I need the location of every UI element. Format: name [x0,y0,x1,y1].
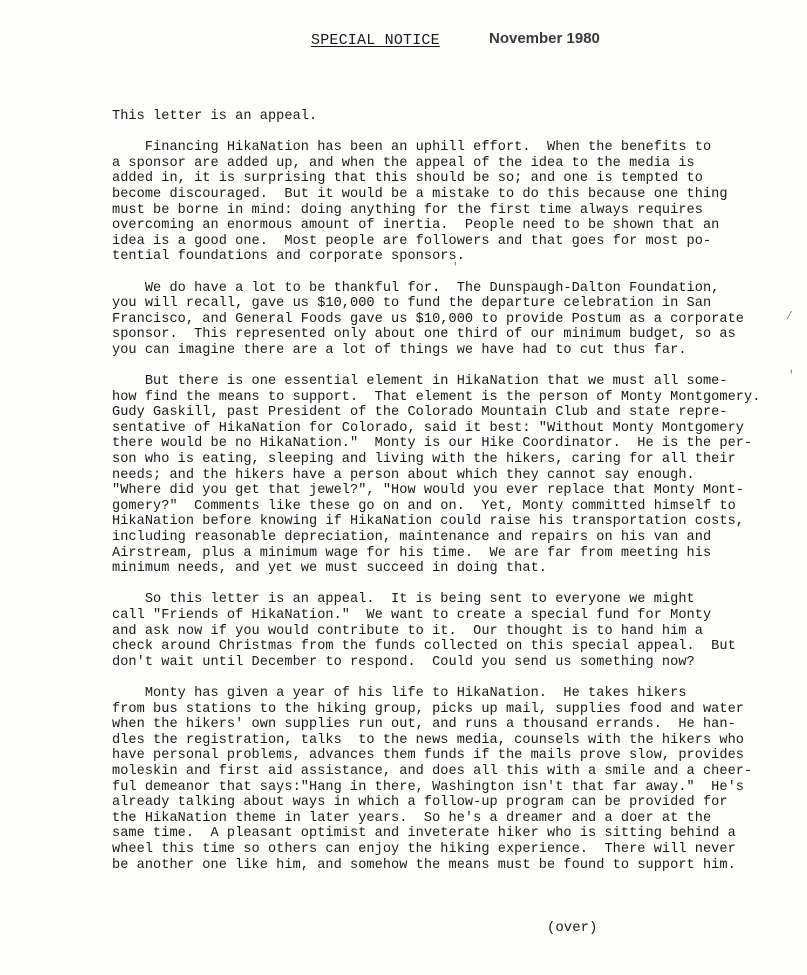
text-line: sentative of HikaNation for Colorado, said it best: "Without Monty Montgomery [112,420,744,436]
paragraph-gap [112,670,752,686]
margin-mark: ' [452,262,459,274]
text-line: call "Friends of HikaNation." We want to create a special fund for Monty [112,608,712,623]
text-line: check around Christmas from the funds collected on this special appeal. But [112,639,736,655]
text-line: minimum needs, and yet we must succeed in doing that. [112,561,548,577]
text-line: "Where did you get that jewel?", "How would you ever replace that Monty Mont- [112,483,744,499]
text-line: Gudy Gaskill, past President of the Colorado Mountain Club and state repre- [112,405,728,421]
text-line: already talking about ways in which a follow-up program can be provided for [112,795,728,811]
paragraph [112,592,752,670]
text-line: added in, it is surprising that this should be so; and one is tempted to [112,171,703,187]
text-line: idea is a good one. Most people are followers and that goes for most po- [112,233,712,249]
text-line: HikaNation before knowing if HikaNation could raise his transportation costs, [112,514,744,530]
text-line: you will recall, gave us $10,000 to fund the departure celebration in San [112,296,712,312]
paragraph [112,686,752,873]
paragraph-gap [112,265,752,281]
text-line: This letter is an appeal. [112,109,318,124]
paragraph-gap [112,125,752,141]
margin-mark: / [786,311,793,323]
text-line: same time. A pleasant optimist and inveterate hiker who is sitting behind a [112,826,736,842]
text-line: We do have a lot to be thankful for. The Dunspaugh-Dalton Foundation, [112,280,720,296]
paragraph-gap [112,359,752,375]
text-line: Monty has given a year of his life to HikaNation. He takes hikers [112,685,687,701]
text-line: how find the means to support. That element is the person of Monty Montgomery. [112,389,761,405]
notice-date: November 1980 [489,30,600,47]
text-line: sponsor. This represented only about one third of our minimum budget, so as [112,327,736,343]
paragraph [112,140,752,265]
text-line: must be borne in mind: doing anything for the first time always requires [112,202,703,218]
paragraph [112,374,761,577]
text-line: needs; and the hikers have a person about which they cannot say enough. [112,467,695,483]
special-notice-title: SPECIAL NOTICE [311,32,440,49]
text-line: a sponsor are added up, and when the appeal of the idea to the media is [112,155,695,171]
text-line: from bus stations to the hiking group, picks up mail, supplies food and water [112,701,744,717]
text-line: there would be no HikaNation." Monty is our Hike Coordinator. He is the per- [112,436,753,452]
letter-header [311,30,600,49]
text-line: you can imagine there are a lot of things we have had to cut thus far. [112,342,687,358]
text-line: son who is eating, sleeping and living with the hikers, caring for all their [112,452,736,468]
text-line: Francisco, and General Foods gave us $10,000 to provide Postum as a corporate [112,311,744,327]
text-line: when the hikers' own supplies run out, and runs a thousand errands. He han- [112,717,736,733]
text-line: including reasonable depreciation, maintenance and repairs on his van and [112,530,712,546]
text-line: gomery?" Comments like these go on and on. Yet, Monty committed himself to [112,498,736,514]
text-line: overcoming an enormous amount of inertia. People need to be shown that an [112,218,720,234]
text-line: Financing HikaNation has been an uphill effort. When the benefits to [112,140,712,156]
letter-body [112,109,761,873]
text-line: dles the registration, talks to the news media, counsels with the hikers who [112,732,744,748]
text-line: become discouraged. But it would be a mistake to do this because one thing [112,186,728,202]
margin-mark: ' [788,370,795,382]
text-line: have personal problems, advances them funds if the mails prove slow, provides [112,748,744,764]
text-line: Airstream, plus a minimum wage for his time. We are far from meeting his [112,545,712,561]
text-line: don't wait until December to respond. Could you send us something now? [112,654,695,670]
text-line: But there is one essential element in HikaNation that we must all some- [112,374,728,390]
text-line: moleskin and first aid assistance, and does all this with a smile and a cheer- [112,763,753,779]
text-line: So this letter is an appeal. It is being sent to everyone we might [112,592,695,608]
text-line: wheel this time so others can enjoy the hiking experience. There will never [112,841,736,857]
text-line: ful demeanor that says:"Hang in there, Washington isn't that far away." He's [112,779,744,795]
text-line: the HikaNation theme in later years. So he's a dreamer and a doer at the [112,810,712,826]
text-line: and ask now if you would contribute to it. Our thought is to hand him a [112,623,703,639]
text-line: be another one like him, and somehow the means must be found to support him. [112,857,736,873]
paragraph [112,109,752,125]
paragraph-gap [112,577,752,593]
text-line: tential foundations and corporate sponsors. [112,249,465,265]
paragraph [112,281,752,359]
over-note: (over) [547,920,598,936]
